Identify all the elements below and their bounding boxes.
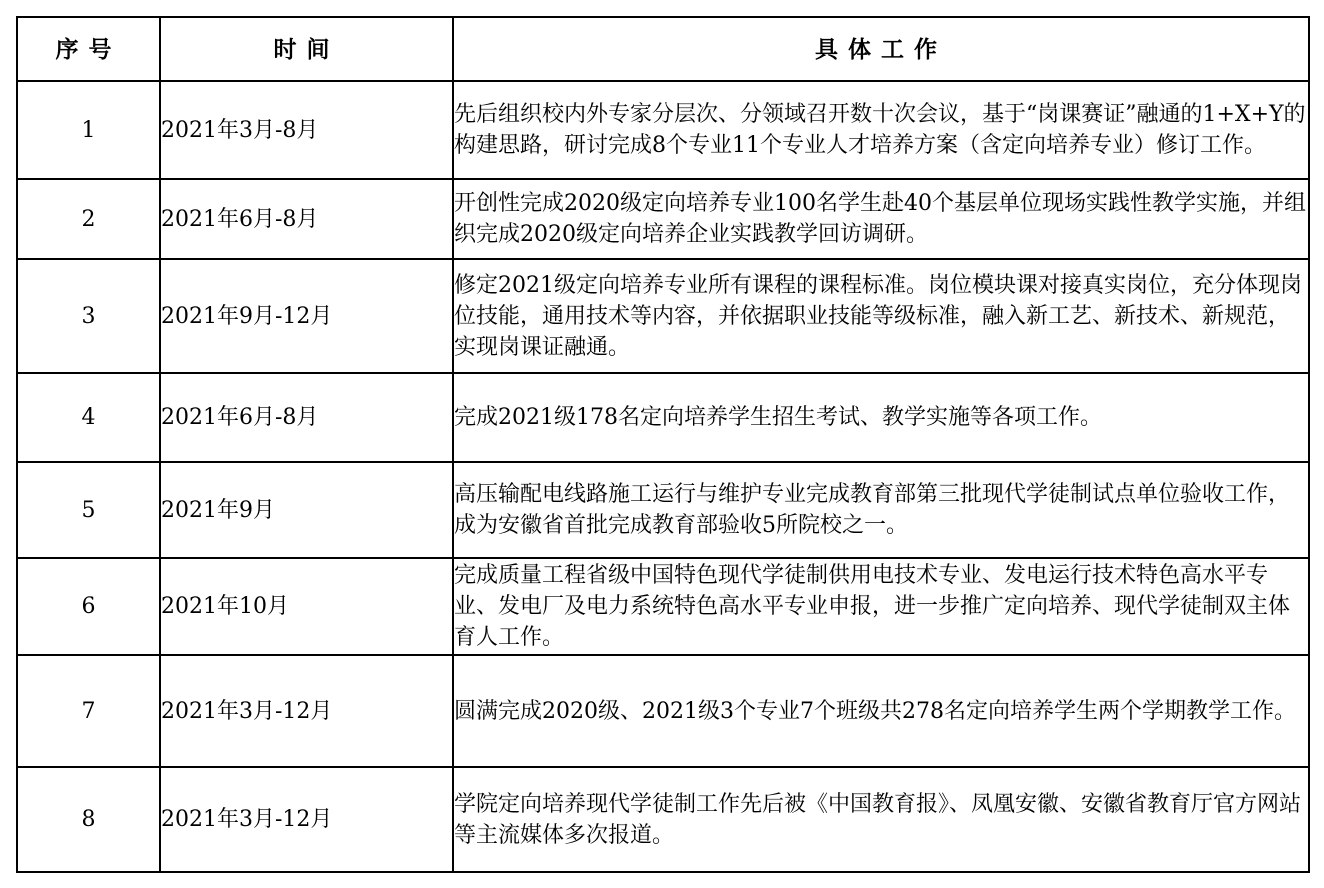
row-time: 2021年6月-8月 (160, 373, 453, 462)
header-work: 具体工作 (453, 17, 1309, 81)
row-time: 2021年9月-12月 (160, 259, 453, 373)
row-work: 开创性完成2020级定向培养专业100名学生赴40个基层单位现场实践性教学实施，并组织完成2020级定向培养企业实践教学回访调研。 (453, 179, 1309, 259)
row-time: 2021年6月-8月 (160, 179, 453, 259)
table-row (17, 81, 1309, 179)
row-work: 完成2021级178名定向培养学生招生考试、教学实施等各项工作。 (453, 373, 1309, 462)
row-time: 2021年10月 (160, 558, 453, 655)
row-seq: 6 (17, 558, 160, 655)
table-row (17, 373, 1309, 462)
table-row (17, 259, 1309, 373)
row-work: 修定2021级定向培养专业所有课程的课程标准。岗位模块课对接真实岗位，充分体现岗位技能，通用技术等内容，并依据职业技能等级标准，融入新工艺、新技术、新规范，实现岗课证融通。 (453, 259, 1309, 373)
table-row (17, 655, 1309, 767)
row-work: 完成质量工程省级中国特色现代学徒制供用电技术专业、发电运行技术特色高水平专业、发电厂及电力系统特色高水平专业申报，进一步推广定向培养、现代学徒制双主体育人工作。 (453, 558, 1309, 655)
table-row (17, 462, 1309, 558)
row-seq: 2 (17, 179, 160, 259)
work-table (16, 16, 1310, 873)
row-seq: 4 (17, 373, 160, 462)
row-time: 2021年3月-12月 (160, 767, 453, 872)
row-work: 圆满完成2020级、2021级3个专业7个班级共278名定向培养学生两个学期教学工作。 (453, 655, 1309, 767)
row-time: 2021年9月 (160, 462, 453, 558)
row-time: 2021年3月-8月 (160, 81, 453, 179)
row-work: 高压输配电线路施工运行与维护专业完成教育部第三批现代学徒制试点单位验收工作，成为安徽省首批完成教育部验收5所院校之一。 (453, 462, 1309, 558)
row-seq: 3 (17, 259, 160, 373)
table-row (17, 179, 1309, 259)
row-time: 2021年3月-12月 (160, 655, 453, 767)
row-seq: 8 (17, 767, 160, 872)
row-seq: 5 (17, 462, 160, 558)
row-seq: 7 (17, 655, 160, 767)
row-seq: 1 (17, 81, 160, 179)
table-header-row (17, 17, 1309, 81)
header-seq: 序号 (17, 17, 160, 81)
table-row (17, 767, 1309, 872)
header-time: 时间 (160, 17, 453, 81)
row-work: 先后组织校内外专家分层次、分领域召开数十次会议，基于“岗课赛证”融通的1+X+Y的构建思路，研讨完成8个专业11个专业人才培养方案（含定向培养专业）修订工作。 (453, 81, 1309, 179)
table-row (17, 558, 1309, 655)
row-work: 学院定向培养现代学徒制工作先后被《中国教育报》、凤凰安徽、安徽省教育厅官方网站等主流媒体多次报道。 (453, 767, 1309, 872)
